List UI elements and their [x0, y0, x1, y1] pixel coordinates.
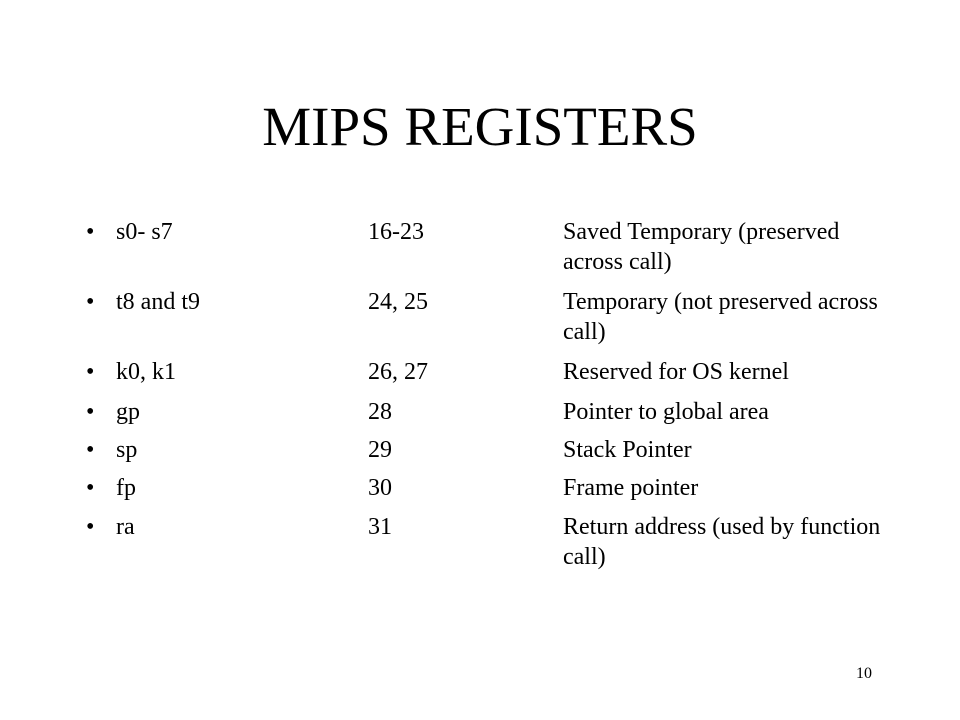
slide-title: MIPS REGISTERS [262, 96, 698, 157]
register-number: 31 [368, 514, 392, 540]
register-description: Pointer to global area [563, 399, 769, 425]
register-description: Return address (used by function call) [563, 514, 881, 570]
register-number: 29 [368, 437, 392, 463]
bullet-icon: • [86, 437, 95, 463]
bullet-icon: • [86, 399, 95, 425]
bullet-icon: • [86, 289, 95, 315]
bullet-icon: • [86, 359, 95, 385]
register-number: 28 [368, 399, 392, 425]
register-name: fp [116, 475, 136, 501]
register-name: k0, k1 [116, 359, 176, 385]
register-name: sp [116, 437, 138, 463]
register-name: t8 and t9 [116, 289, 200, 315]
register-description: Saved Temporary (preserved across call) [563, 219, 840, 275]
register-number: 26, 27 [368, 359, 428, 385]
bullet-icon: • [86, 475, 95, 501]
register-name: gp [116, 399, 140, 425]
register-name: ra [116, 514, 135, 540]
bullet-icon: • [86, 219, 95, 245]
register-number: 24, 25 [368, 289, 428, 315]
register-number: 16-23 [368, 219, 424, 245]
register-description: Temporary (not preserved across call) [563, 289, 878, 345]
register-description: Frame pointer [563, 475, 699, 501]
register-description: Reserved for OS kernel [563, 359, 789, 385]
register-number: 30 [368, 475, 392, 501]
bullet-icon: • [86, 514, 95, 540]
register-description: Stack Pointer [563, 437, 692, 463]
register-name: s0- s7 [116, 219, 173, 245]
page-number: 10 [856, 665, 872, 682]
